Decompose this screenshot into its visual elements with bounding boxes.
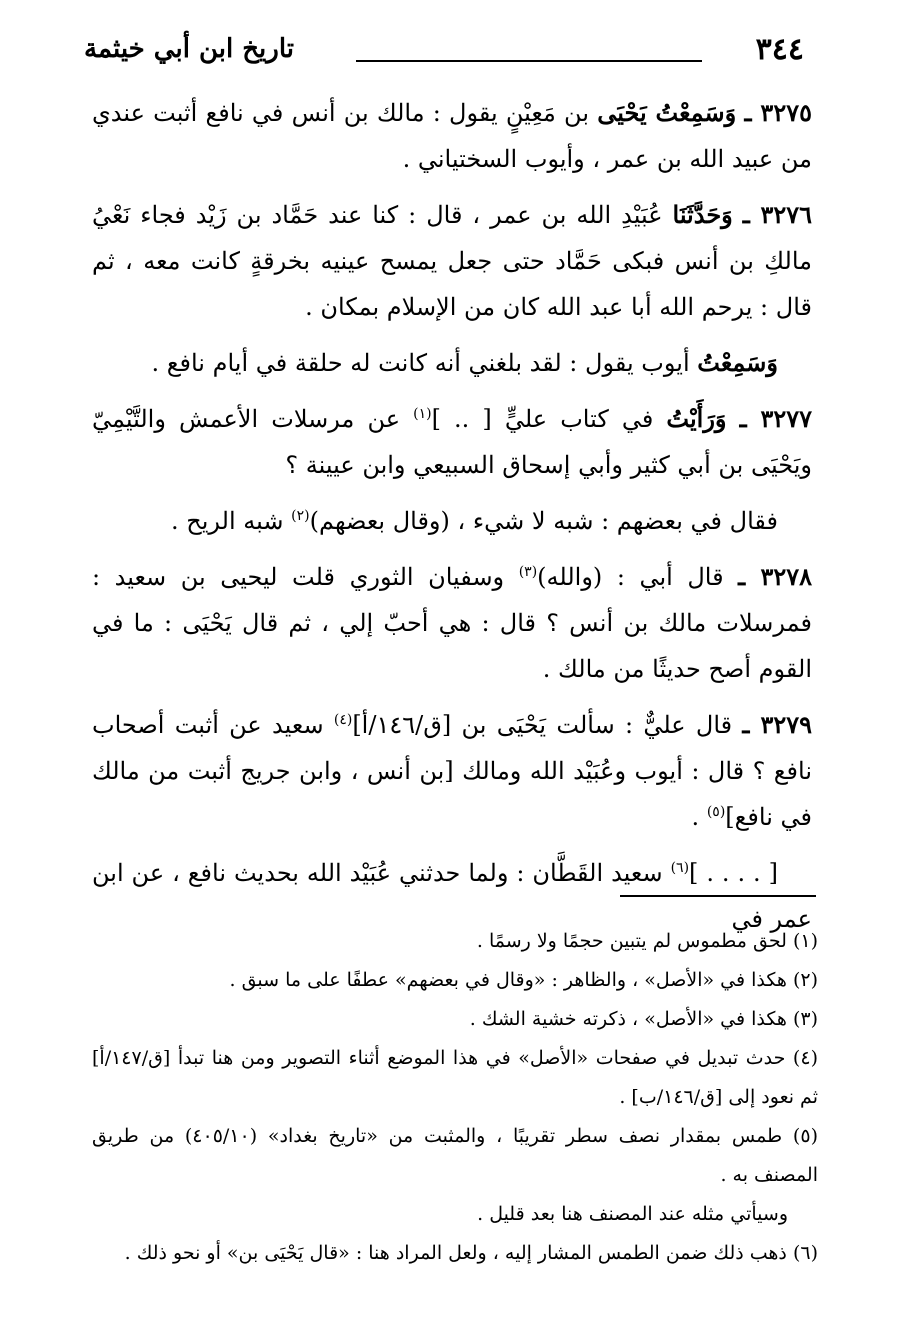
entry-number: ٣٢٧٧ ـ — [739, 404, 813, 433]
entry-text: سعيد القَطَّان : ولما حدثني عُبَيْد الله بحديث نافع ، عن ابن عمر في — [92, 859, 812, 933]
entry-text: سعيد عن أثبت أصحاب نافع ؟ قال : أيوب وعُبَيْد الله ومالك [بن أنس ، وابن جريج أثبت من مالك في نافع] — [92, 711, 812, 831]
paragraph-3279 — [92, 702, 812, 840]
footnote-text: هكذا في «الأصل» ، ذكرته خشية الشك . — [469, 1008, 787, 1030]
footnote-label: (٢) — [792, 969, 818, 991]
entry-number: ٣٢٧٩ ـ — [742, 710, 812, 739]
paragraph-3277 — [92, 396, 812, 488]
paragraph-3276 — [92, 192, 812, 330]
entry-number: ٣٢٧٨ ـ — [738, 562, 812, 591]
footnote-2 — [92, 961, 818, 1000]
entry-lead: وَسَمِعْتُ — [697, 348, 778, 377]
entry-number: ٣٢٧٦ ـ — [742, 200, 813, 229]
footnote-label: (٤) — [792, 1047, 818, 1069]
entry-text: عُبَيْدِ الله بن عمر ، قال : كنا عند حَمَّاد بن زَيْد فجاء نَعْيُ مالكِ بن أنس فبكى حَمَّاد حتى جعل يمسح عينيه بخرقةٍ كانت معه ، ثم قال : يرحم الله أبا عبد الله كان من الإسلام بمكان . — [92, 201, 812, 321]
entry-text: شبه الريح . — [171, 507, 292, 535]
entry-text: بن مَعِيْنٍ يقول : مالك بن أنس في نافع أثبت عندي من عبيد الله بن عمر ، وأيوب السختياني . — [92, 99, 812, 173]
entry-text: وسفيان الثوري قلت ليحيى بن سعيد : فمرسلات مالك بن أنس ؟ قال : هي أحبّ إلي ، ثم قال يَحْيَى : ما في القوم أصح حديثًا من مالك . — [92, 563, 812, 683]
footnote-ref: (٣) — [518, 564, 538, 580]
paragraph-ayyub — [92, 340, 812, 386]
page-header — [84, 28, 804, 74]
footnote-label: (٥) — [792, 1125, 818, 1147]
entry-lead: وَسَمِعْتُ يَحْيَى — [597, 98, 737, 127]
paragraph-3278 — [92, 554, 812, 692]
footnote-ref: (٦) — [670, 860, 690, 876]
footnote-1 — [92, 922, 818, 961]
footnote-text: هكذا في «الأصل» ، والظاهر : «وقال في بعضهم» عطفًا على ما سبق . — [229, 969, 787, 991]
footnote-3 — [92, 1000, 818, 1039]
entry-lead: وَحَدَّثَنَا — [672, 200, 733, 229]
entry-text: [ . . . . ] — [689, 859, 778, 887]
footnote-4 — [92, 1039, 818, 1117]
page-number: ٣٤٤ — [755, 32, 804, 67]
entry-number: ٣٢٧٥ ـ — [744, 98, 812, 127]
footnotes — [92, 922, 818, 1273]
paragraph-3275 — [92, 90, 812, 182]
entry-lead: وَرَأَيْتُ — [666, 404, 727, 433]
entry-text: فقال في بعضهم : شبه لا شيء ، (وقال بعضهم) — [309, 507, 778, 535]
main-text — [92, 90, 812, 952]
footnote-text: لحق مطموس لم يتبين حجمًا ولا رسمًا . — [476, 930, 787, 952]
running-title: تاريخ ابن أبي خيثمة — [84, 34, 295, 64]
footnote-label: (٦) — [792, 1242, 818, 1264]
footnote-label: (٣) — [792, 1008, 818, 1030]
paragraph-said — [92, 498, 812, 544]
footnote-rule — [620, 895, 816, 897]
footnote-text: ذهب ذلك ضمن الطمس المشار إليه ، ولعل المراد هنا : «قال يَحْيَى بن» أو نحو ذلك . — [124, 1242, 787, 1264]
footnote-6 — [92, 1234, 818, 1273]
footnote-ref: (٥) — [706, 804, 726, 820]
footnote-label: (١) — [792, 930, 818, 952]
header-rule — [356, 60, 702, 62]
footnote-5 — [92, 1117, 818, 1195]
entry-text: قال عليٌّ : سألت يَحْيَى بن [ق/١٤٦/أ] — [352, 711, 733, 739]
footnote-text: حدث تبديل في صفحات «الأصل» في هذا الموضع أثناء التصوير ومن هنا تبدأ [ق/١٤٧/أ] ثم نعود إلى [ق/١٤٦/ب] . — [92, 1047, 818, 1108]
entry-text: . — [691, 803, 707, 831]
entry-text: أيوب يقول : لقد بلغني أنه كانت له حلقة في أيام نافع . — [151, 349, 698, 377]
footnote-ref: (١) — [413, 406, 432, 422]
entry-text: في كتاب عليٍّ [ .. ] — [431, 405, 667, 433]
footnote-ref: (٤) — [333, 712, 353, 728]
footnote-text: طمس بمقدار نصف سطر تقريبًا ، والمثبت من «تاريخ بغداد» (٤٠٥/١٠) من طريق المصنف به . — [92, 1125, 818, 1186]
footnote-5-continuation: وسيأتي مثله عند المصنف هنا بعد قليل . — [477, 1203, 788, 1225]
entry-text: عن مرسلات الأعمش والتَّيْمِيّ ويَحْيَى بن أبي كثير وأبي إسحاق السبيعي وابن عيينة ؟ — [92, 405, 812, 479]
entry-text: قال أبي : (والله) — [537, 563, 724, 591]
footnote-ref: (٢) — [291, 508, 310, 524]
